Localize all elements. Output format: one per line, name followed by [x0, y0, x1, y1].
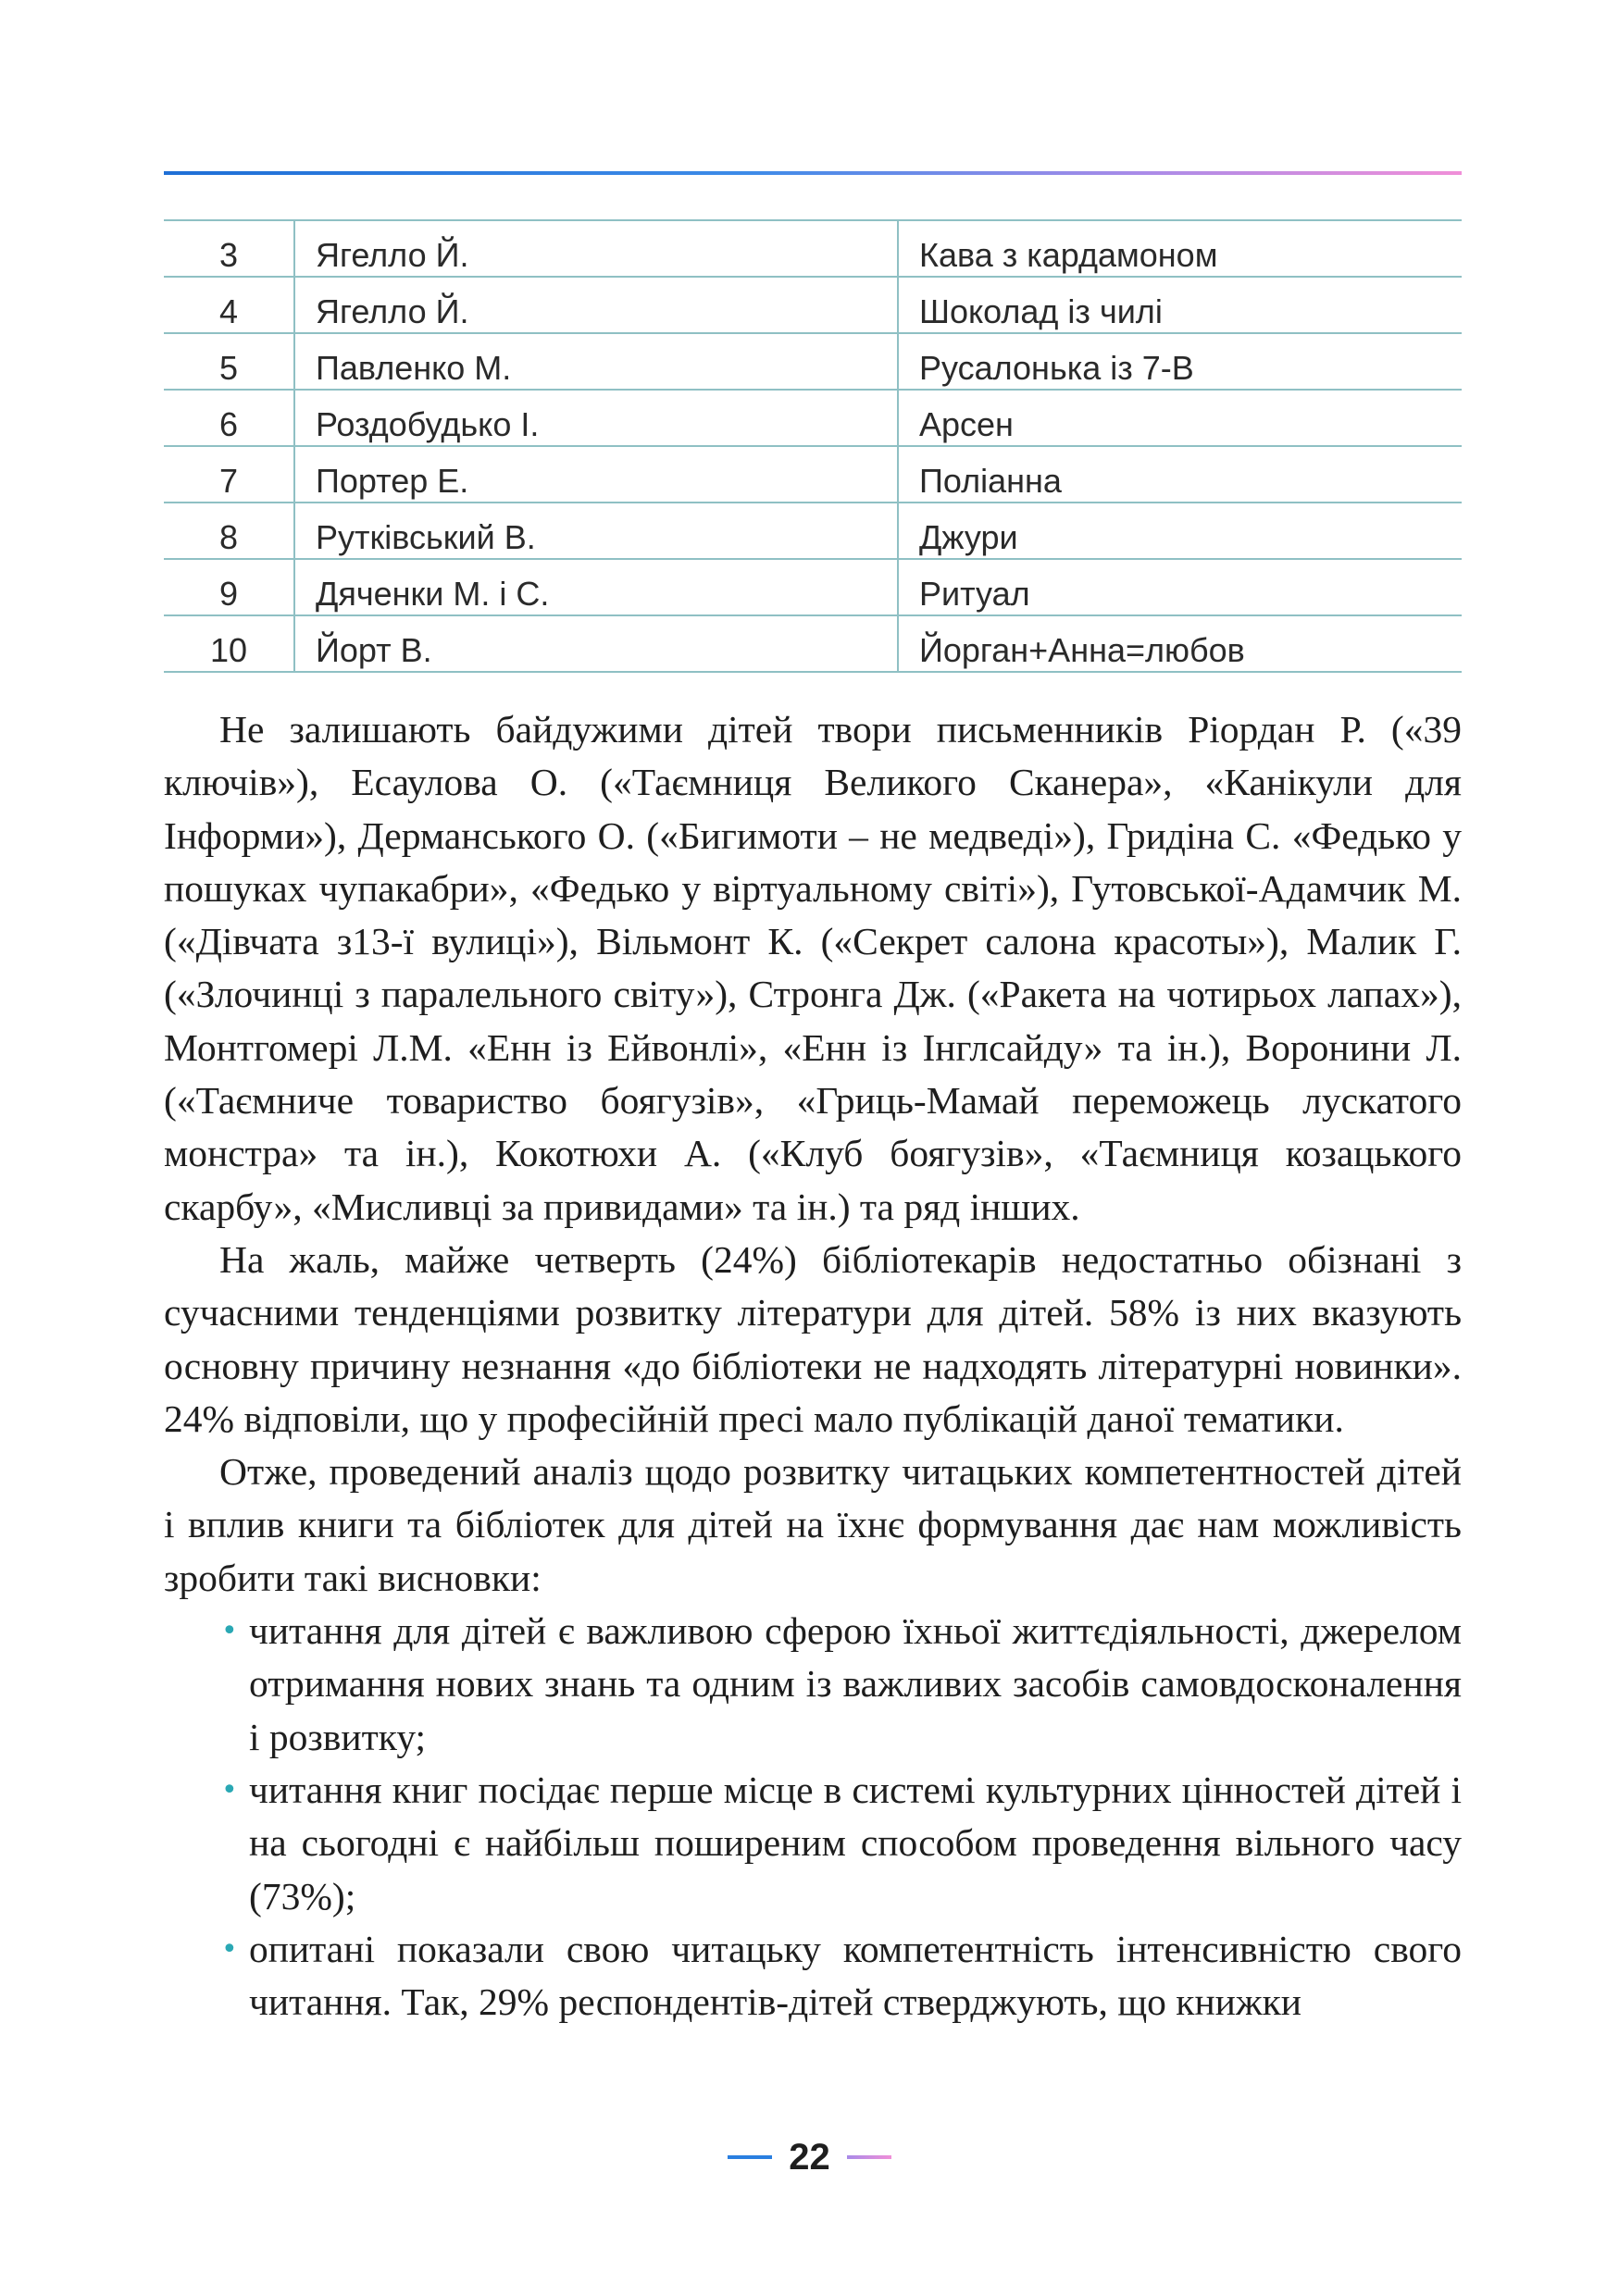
row-title: Кава з кардамоном — [898, 220, 1462, 277]
row-number: 6 — [164, 390, 294, 446]
row-title: Арсен — [898, 390, 1462, 446]
list-item — [221, 1764, 1462, 1923]
row-number: 3 — [164, 220, 294, 277]
bullet-icon: • — [221, 1615, 238, 1648]
books-table — [164, 219, 1462, 673]
row-title: Русалонька із 7-В — [898, 333, 1462, 390]
conclusions-list — [164, 1605, 1462, 2029]
footer-dash-left — [728, 2155, 772, 2159]
row-author: Йорт В. — [294, 615, 898, 672]
row-title: Шоколад із чилі — [898, 277, 1462, 333]
list-item-text: опитані показали свою читацьку компетентність інтенсивністю свого читання. Так, 29% респондентів-дітей стверджують, що книжки — [249, 1927, 1462, 2024]
row-title: Поліанна — [898, 446, 1462, 503]
paragraph-authors: Не залишають байдужими дітей твори письменників Ріордан Р. («39 ключів»), Есаулова О. («Таємниця Великого Сканера», «Канікули для Інформи»), Дерманського О. («Бигимоти – не медведі»), Гридіна С. «Федько у пошуках чупакабри», «Федько у віртуальному світі»), Гутовської-Адамчик М. («Дівчата з13-ї вулиці»), Вільмонт К. («Секрет салона красоты»), Малик Г. («Злочинці з паралельного світу»), Стронга Дж. («Ракета на чотирьох лапах»), Монтгомері Л.М. «Енн із Ейвонлі», «Енн із Інглсайду» та ін.), Воронини Л. («Таємниче товариство боягузів», «Гриць-Мамай переможець лускатого монстра» та ін.), Кокотюхи А. («Клуб боягузів», «Таємниця козацького скарбу», «Мисливці за привидами» та ін.) та ряд інших. — [164, 708, 1462, 1228]
list-item — [221, 1923, 1462, 2029]
table-row — [164, 559, 1462, 615]
row-number: 5 — [164, 333, 294, 390]
top-gradient-rule — [164, 171, 1462, 175]
table-row — [164, 390, 1462, 446]
list-item-text: читання для дітей є важливою сферою їхньої життєдіяльності, джерелом отримання нових знань та одним із важливих засобів самовдосконалення і розвитку; — [249, 1609, 1462, 1758]
paragraph-librarians: На жаль, майже четверть (24%) бібліотекарів недостатньо обізнані з сучасними тенденціями розвитку літератури для дітей. 58% із них вказують основну причину незнання «до бібліотеки не надходять літературні новинки». 24% відповіли, що у професійній пресі мало публікацій даної тематики. — [164, 1237, 1462, 1440]
table-row — [164, 277, 1462, 333]
row-number: 4 — [164, 277, 294, 333]
row-title: Ритуал — [898, 559, 1462, 615]
row-author: Портер Е. — [294, 446, 898, 503]
row-author: Павленко М. — [294, 333, 898, 390]
footer-dash-right — [847, 2155, 891, 2159]
table-row — [164, 220, 1462, 277]
table-row — [164, 615, 1462, 672]
row-author: Ягелло Й. — [294, 220, 898, 277]
row-number: 10 — [164, 615, 294, 672]
row-title: Джури — [898, 503, 1462, 559]
row-author: Ягелло Й. — [294, 277, 898, 333]
row-title: Йорган+Анна=любов — [898, 615, 1462, 672]
body-text — [164, 703, 1462, 2029]
page-number: 22 — [789, 2136, 830, 2178]
row-number: 9 — [164, 559, 294, 615]
table-row — [164, 333, 1462, 390]
row-author: Рутківський В. — [294, 503, 898, 559]
row-author: Дяченки М. і С. — [294, 559, 898, 615]
row-number: 8 — [164, 503, 294, 559]
table-row — [164, 446, 1462, 503]
table-row — [164, 503, 1462, 559]
list-item-text: читання книг посідає перше місце в системі культурних цінностей дітей і на сьогодні є найбільш поширеним способом проведення вільного часу (73%); — [249, 1768, 1462, 1917]
bullet-icon: • — [221, 1773, 238, 1806]
bullet-icon: • — [221, 1932, 238, 1966]
page-footer — [0, 2134, 1619, 2180]
row-number: 7 — [164, 446, 294, 503]
list-item — [221, 1605, 1462, 1764]
paragraph-conclusions: Отже, проведений аналіз щодо розвитку читацьких компетентностей дітей і вплив книги та бібліотек для дітей на їхнє формування дає нам можливість зробити такі висновки: — [164, 1450, 1462, 1599]
row-author: Роздобудько І. — [294, 390, 898, 446]
